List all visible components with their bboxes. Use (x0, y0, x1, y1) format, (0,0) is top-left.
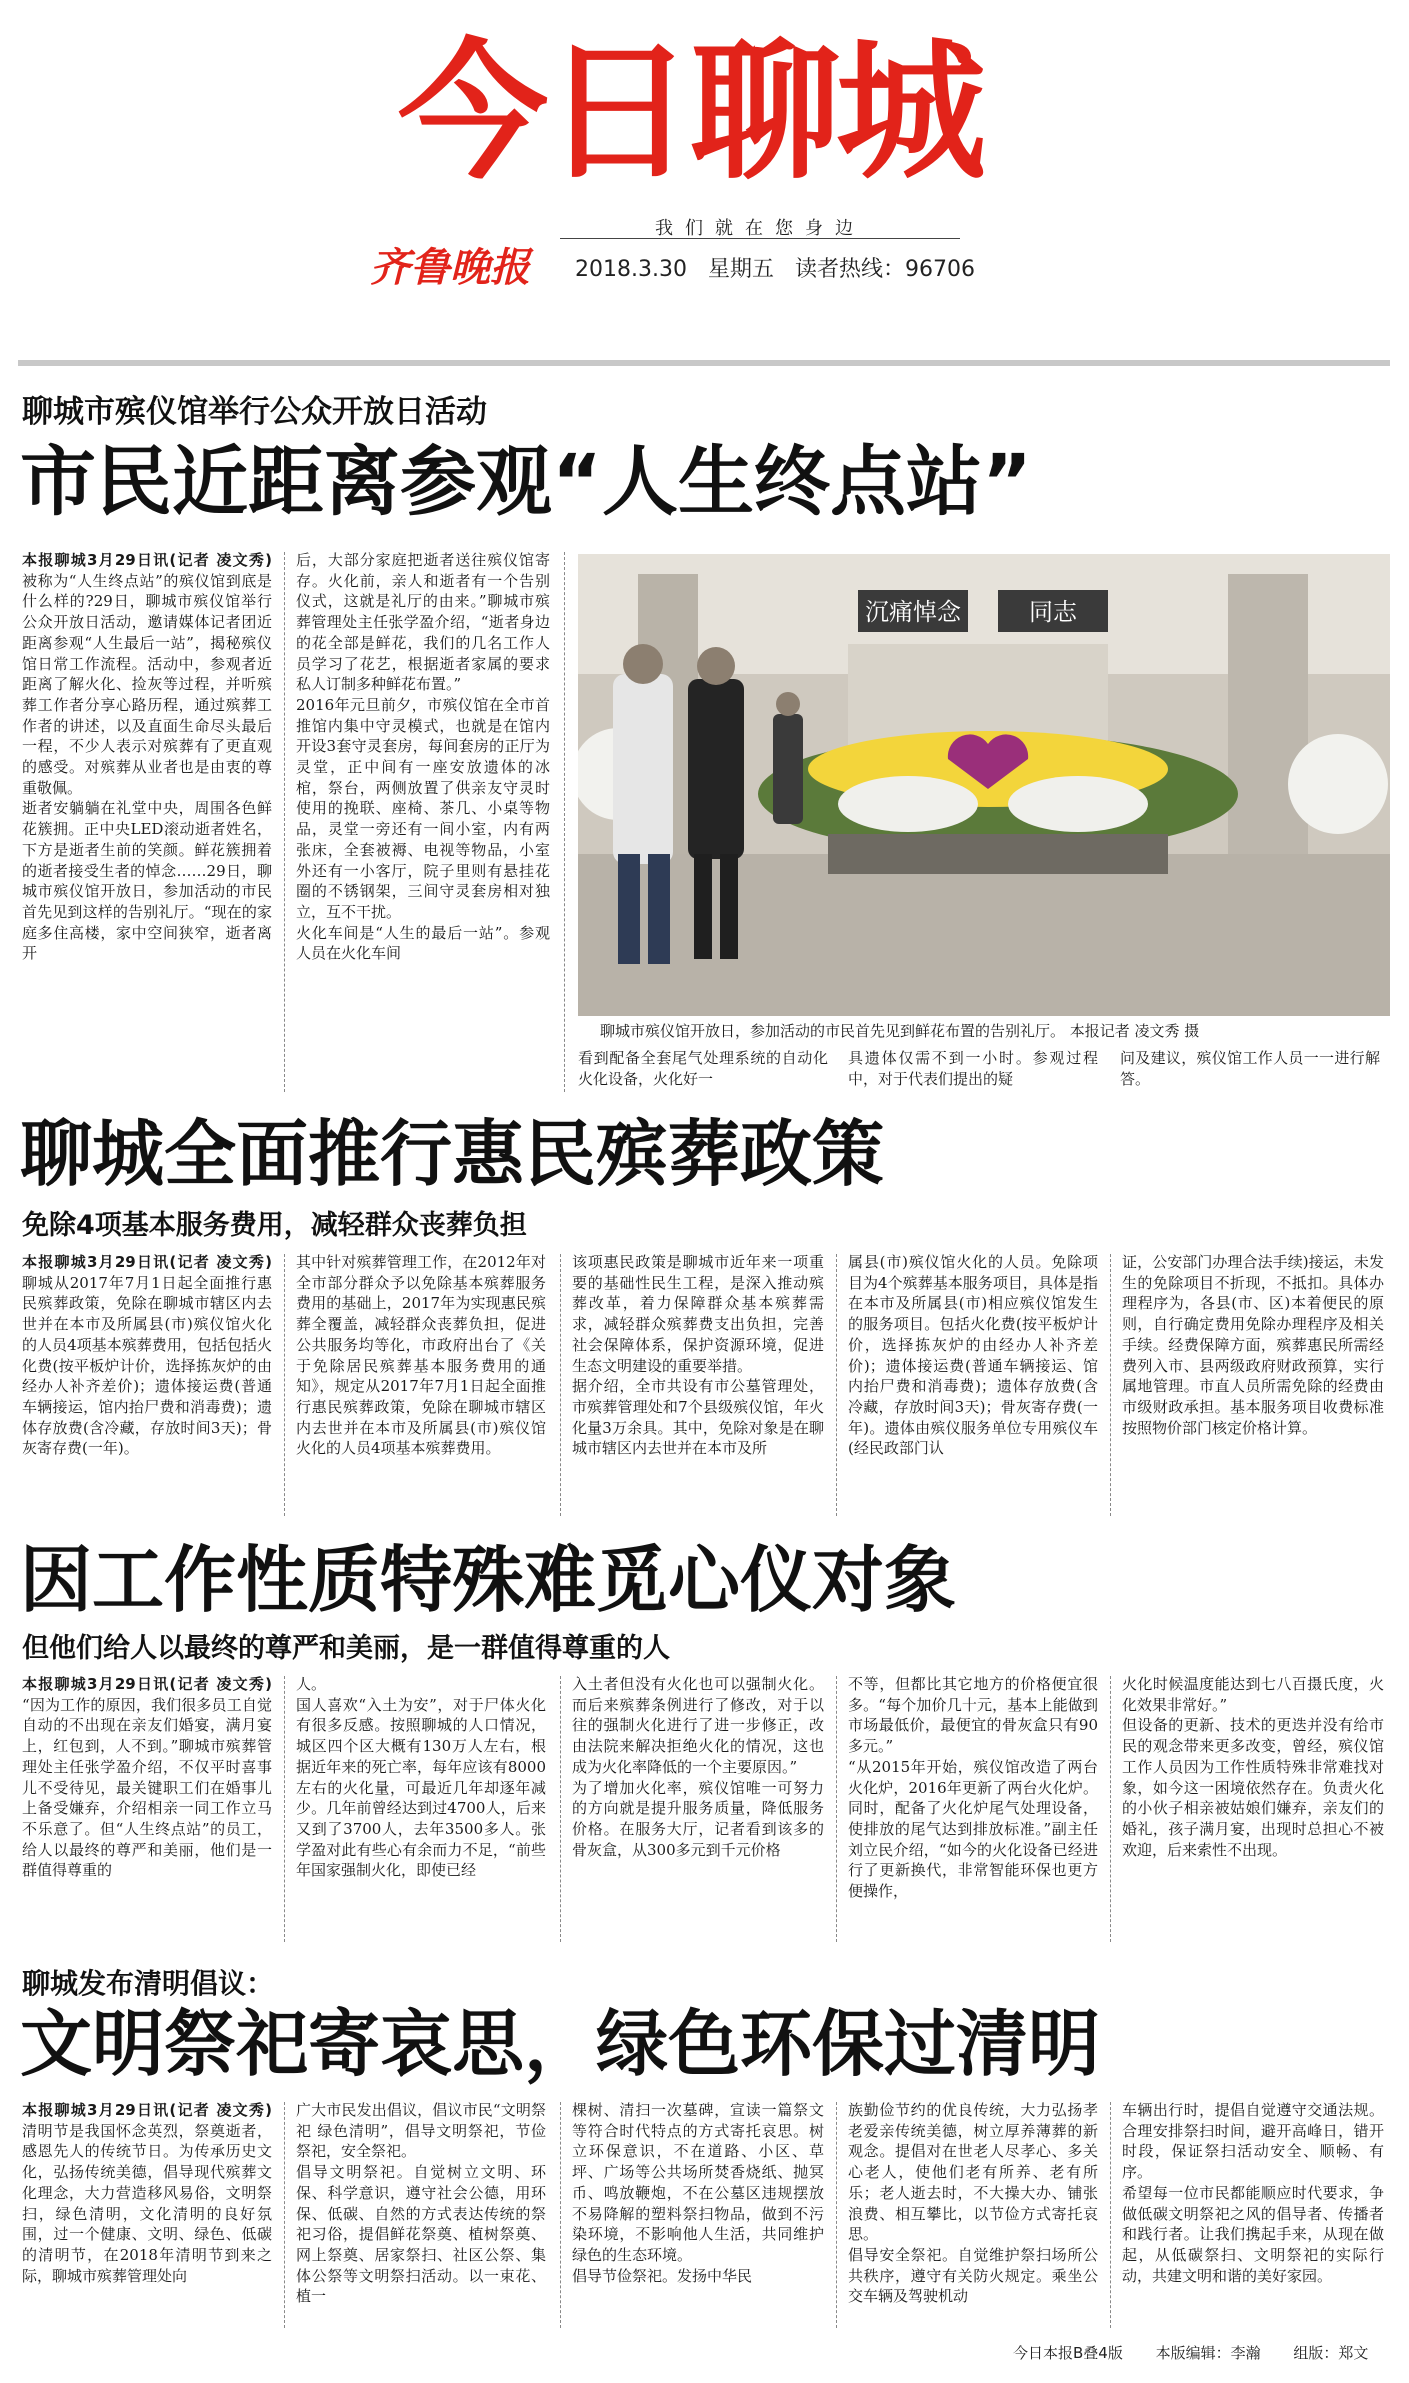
article3-col1-text: “因为工作的原因，我们很多员工自觉自动的不出现在亲友们婚宴，满月宴上，红包到，人不到。”聊城市殡葬管理处主任张学盈介绍，不仅平时喜事儿不受待见，最关键职工们在婚事儿上备受嫌弃，介绍相亲一同工作立马不乐意了。但“人生终点站”的员工，给人以最终的尊严和美丽，他们是一群值得尊重的 (22, 1695, 272, 1880)
masthead-divider (18, 360, 1390, 366)
article1-byline: 本报聊城3月29日讯(记者 凌文秀) (22, 551, 272, 569)
article2-column-1 (22, 1252, 272, 1522)
column-divider (836, 2102, 837, 2328)
article4-byline: 本报聊城3月29日讯(记者 凌文秀) (22, 2101, 272, 2119)
article4-column-2: 广大市民发出倡议，倡议市民“文明祭祀 绿色清明”，倡导文明祭祀，节俭祭祀，安全祭祀。 倡导文明祭祀。自觉树立文明、环保、科学意识，遵守社会公德，用环保、低碳、自然的方式表达传统的祭祀习俗，提倡鲜花祭奠、植树祭奠、网上祭奠、居家祭扫、社区公祭、集体公祭等文明祭扫活动。以一束花、植一 (296, 2101, 546, 2306)
column-divider (1110, 2102, 1111, 2328)
article3-column-1 (22, 1674, 272, 1946)
column-divider (284, 1254, 285, 1516)
paper-name-logo: 齐鲁晚报 (370, 244, 530, 291)
article3-column-3: 入土者但没有火化也可以强制火化。而后来殡葬条例进行了修改，对于以往的强制火化进行了进一步修正，改由法院来解决拒绝火化的情况，这也成为火化率降低的一个主要原因。” 为了增加火化率，殡仪馆唯一可努力的方向就是提升服务质量，降低服务价格。在服务大厅，记者看到该多的骨灰盒，从300多元到千元价格 (572, 1675, 824, 1859)
column-divider (560, 1676, 561, 1942)
banner-right-text: 同志 (1029, 598, 1077, 626)
article3-column-5: 火化时候温度能达到七八百摄氏度，火化效果非常好。” 但设备的更新、技术的更迭并没有给市民的观念带来更多改变，曾经，殡仪馆工作人员因为工作性质特殊非常难找对象，如今这一困境依然存在。负责火化的小伙子相亲被姑娘们嫌弃，亲友们的婚礼，孩子满月宴，出现时总担心不被欢迎，后来索性不出现。 (1122, 1675, 1384, 1859)
article2-column-3: 该项惠民政策是聊城市近年来一项重要的基础性民生工程，是深入推动殡葬改革，着力保障群众基本殡葬需求，减轻群众殡葬费支出负担，完善社会保障体系，保护资源环境，促进生态文明建设的重要举措。 据介绍，全市共设有市公墓管理处，市殡葬管理处和7个县级殡仪馆，年火化量3万余具。其中，免除对象是在聊城市辖区内去世并在本市及所 (572, 1253, 824, 1458)
issue-date: 2018.3.30 (575, 257, 687, 282)
reader-hotline: 读者热线：96706 (794, 257, 975, 282)
article1-column-5: 问及建议，殡仪馆工作人员一一进行解答。 (1120, 1049, 1380, 1088)
footer-page: 今日本报B叠4版 (1013, 2344, 1123, 2362)
article3-headline: 因工作性质特殊难觅心仪对象 (20, 1538, 957, 1622)
article2-column-4: 属县(市)殡仪馆火化的人员。免除项目为4个殡葬基本服务项目，具体是指在本市及所属县(市)相应殡仪馆发生的服务项目。包括火化费(按平板炉计价，选择拣灰炉的由经办人补齐差价)；遗体接运费(普通车辆接运、馆内抬尸费和消毒费)；遗体存放费(含冷藏，存放时间3天)；骨灰寄存费(一年)。遗体由殡仪服务单位专用殡仪车(经民政部门认 (848, 1253, 1098, 1458)
dateline (575, 252, 989, 283)
column-divider (1110, 1676, 1111, 1942)
footer-editor: 本版编辑：李瀚 (1155, 2344, 1261, 2362)
article1-kicker: 聊城市殡仪馆举行公众开放日活动 (22, 394, 487, 430)
article4-headline: 文明祭祀寄哀思，绿色环保过清明 (20, 2002, 1101, 2086)
page-footer (985, 2342, 1368, 2363)
article4-column-3: 棵树、清扫一次墓碑，宣读一篇祭文等符合时代特点的方式寄托哀思。树立环保意识，不在道路、小区、草坪、广场等公共场所焚香烧纸、抛冥币、鸣放鞭炮，不在公墓区违规摆放不易降解的塑料祭扫物品，做到不污染环境，不影响他人生活，共同维护绿色的生态环境。 倡导节俭祭祀。发扬中华民 (572, 2101, 824, 2285)
masthead-title: 今日聊城 (397, 26, 982, 200)
column-divider (564, 552, 565, 1092)
article1-column-2: 后，大部分家庭把逝者送往殡仪馆寄存。火化前，亲人和逝者有一个告别仪式，这就是礼厅的由来。”聊城市殡葬管理处主任张学盈介绍，“逝者身边的花全部是鲜花，我们的几名工作人员学习了花艺，根据逝者家属的要求私人订制多种鲜花布置。” 2016年元旦前夕，市殡仪馆在全市首推馆内集中守灵模式，也就是在馆内开设3套守灵套房，每间套房的正厅为灵堂，正中间有一座安放遗体的冰棺，祭台，两侧放置了供亲友守灵时使用的挽联、座椅、茶几、小桌等物品，灵堂一旁还有一间小室，内有两张床，全套被褥、电视等物品，小室外还有一小客厅，院子里则有悬挂花圈的不锈钢架，三间守灵套房相对独立，互不干扰。 火化车间是“人生的最后一站”。参观人员在火化车间 (296, 551, 550, 963)
issue-weekday: 星期五 (707, 257, 774, 282)
article2-byline: 本报聊城3月29日讯(记者 凌文秀) (22, 1253, 272, 1271)
article2-subhead: 免除4项基本服务费用，减轻群众丧葬负担 (22, 1210, 527, 1241)
column-divider (836, 1254, 837, 1516)
article4-column-4: 族勤俭节约的优良传统，大力弘扬孝老爱亲传统美德，树立厚养薄葬的新观念。提倡对在世老人尽孝心、多关心老人，使他们老有所养、老有所乐；老人逝去时，不大操大办、铺张浪费、相互攀比，以节俭方式寄托哀思。 倡导安全祭祀。自觉维护祭扫场所公共秩序，遵守有关防火规定。乘坐公交车辆及驾驶机动 (848, 2101, 1098, 2306)
column-divider (560, 2102, 561, 2328)
column-divider (836, 1676, 837, 1942)
article4-col1-text: 清明节是我国怀念英烈，祭奠逝者，感恩先人的传统节日。为传承历史文化，弘扬传统美德，倡导现代殡葬文化理念，大力营造移风易俗，文明祭扫，绿色清明，文化清明的良好氛围，过一个健康、文明、绿色、低碳的清明节，在2018年清明节到来之际，聊城市殡葬管理处向 (22, 2121, 272, 2285)
article4-column-1 (22, 2100, 272, 2332)
masthead-slogan: 我们就在您身边 (655, 218, 865, 239)
footer-layout: 组版：郑文 (1293, 2344, 1369, 2362)
article1-column-3: 看到配备全套尾气处理系统的自动化火化设备，火化好一 (578, 1049, 828, 1088)
photo-caption: 聊城市殡仪馆开放日，参加活动的市民首先见到鲜花布置的告别礼厅。 本报记者 凌文秀 摄 (600, 1022, 1200, 1040)
article2-col1-text: 聊城从2017年7月1日起全面推行惠民殡葬政策，免除在聊城市辖区内去世并在本市及所属县(市)殡仪馆火化的人员4项基本殡葬费用，包括包括火化费(按平板炉计价，选择拣灰炉的由经办人补齐差价)；遗体接运费(普通车辆接运，馆内抬尸费和消毒费)；遗体存放费(含冷藏，存放时间3天)；骨灰寄存费(一年)。 (22, 1273, 272, 1458)
banner-left-text: 沉痛悼念 (865, 598, 961, 626)
column-divider (284, 552, 285, 1092)
article3-byline: 本报聊城3月29日讯(记者 凌文秀) (22, 1675, 272, 1693)
article1-photo (578, 554, 1390, 1016)
column-divider (560, 1254, 561, 1516)
article4-column-5: 车辆出行时，提倡自觉遵守交通法规。合理安排祭扫时间，避开高峰日，错开时段，保证祭扫活动安全、顺畅、有序。 希望每一位市民都能顺应时代要求，争做低碳文明祭祀之风的倡导者、传播者和践行者。让我们携起手来，从现在做起，从低碳祭扫、文明祭祀的实际行动，共建文明和谐的美好家园。 (1122, 2101, 1384, 2285)
column-divider (284, 1676, 285, 1942)
article1-col1-text: 被称为“人生终点站”的殡仪馆到底是什么样的?29日，聊城市殡仪馆举行公众开放日活动，邀请媒体记者团近距离参观“人生最后一站”，揭秘殡仪馆日常工作流程。活动中，参观者近距离了解火化、捡灰等过程，并听殡葬工作者分享心路历程，通过殡葬工作者的讲述，以及直面生命尽头最后一程，不少人表示对殡葬有了更直观的感受。对殡葬从业者也是由衷的尊重敬佩。 逝者安躺躺在礼堂中央，周围各色鲜花簇拥。正中央LED滚动逝者姓名，下方是逝者生前的笑颜。鲜花簇拥着的逝者接受生者的悼念……29日，聊城市殡仪馆开放日，参加活动的市民首先见到这样的告别礼厅。“现在的家庭多住高楼，家中空间狭窄，逝者离开 (22, 571, 272, 963)
column-divider (1110, 1254, 1111, 1516)
column-divider (284, 2102, 285, 2328)
article4-kicker: 聊城发布清明倡议： (22, 1967, 275, 2000)
article3-column-4: 不等，但都比其它地方的价格便宜很多。“每个加价几十元，基本上能做到市场最低价，最便宜的骨灰盒只有90多元。” “从2015年开始，殡仪馆改造了两台火化炉，2016年更新了两台火化炉。同时，配备了火化炉尾气处理设备，使排放的尾气达到排放标准。”副主任刘立民介绍，“如今的火化设备已经进行了更新换代，非常智能环保也更方便操作， (848, 1675, 1098, 1901)
funeral-hall-illustration (578, 554, 1390, 1016)
article1-column-1 (22, 550, 272, 1095)
article2-headline: 聊城全面推行惠民殡葬政策 (20, 1112, 885, 1196)
article1-headline: 市民近距离参观“人生终点站” (20, 437, 1032, 526)
article3-subhead: 但他们给人以最终的尊严和美丽，是一群值得尊重的人 (22, 1633, 670, 1664)
article2-column-2: 其中针对殡葬管理工作，在2012年对全市部分群众予以免除基本殡葬服务费用的基础上，2017年为实现惠民殡葬全覆盖，减轻群众丧葬负担，促进公共服务均等化，市政府出台了《关于免除居民殡葬基本服务费用的通知》，规定从2017年7月1日起全面推行惠民殡葬政策，免除在聊城市辖区内去世并在本市及所属县(市)殡仪馆火化的人员4项基本殡葬费用。 (296, 1253, 546, 1458)
article3-column-2: 人。 国人喜欢“入土为安”，对于尸体火化有很多反感。按照聊城的人口情况，城区四个区大概有130万人左右，根据近年来的死亡率，每年应该有8000左右的火化量，可最近几年却逐年减少。几年前曾经达到过4700人，后来又到了3700人，去年3500多人。张学盈对此有些心有余而力不足，“前些年国家强制火化，即使已经 (296, 1675, 546, 1880)
slogan-divider (560, 238, 960, 239)
article2-column-5: 证，公安部门办理合法手续)接运，未发生的免除项目不折现，不抵扣。具体办理程序为，各县(市、区)本着便民的原则，自行确定费用免除办理程序及相关手续。经费保障方面，殡葬惠民所需经费列入市、县两级政府财政预算，实行属地管理。市直人员所需免除的经费由市级财政承担。基本服务项目收费标准按照物价部门核定价格计算。 (1122, 1253, 1384, 1437)
article1-column-4: 具遗体仅需不到一小时。参观过程中，对于代表们提出的疑 (848, 1049, 1098, 1088)
